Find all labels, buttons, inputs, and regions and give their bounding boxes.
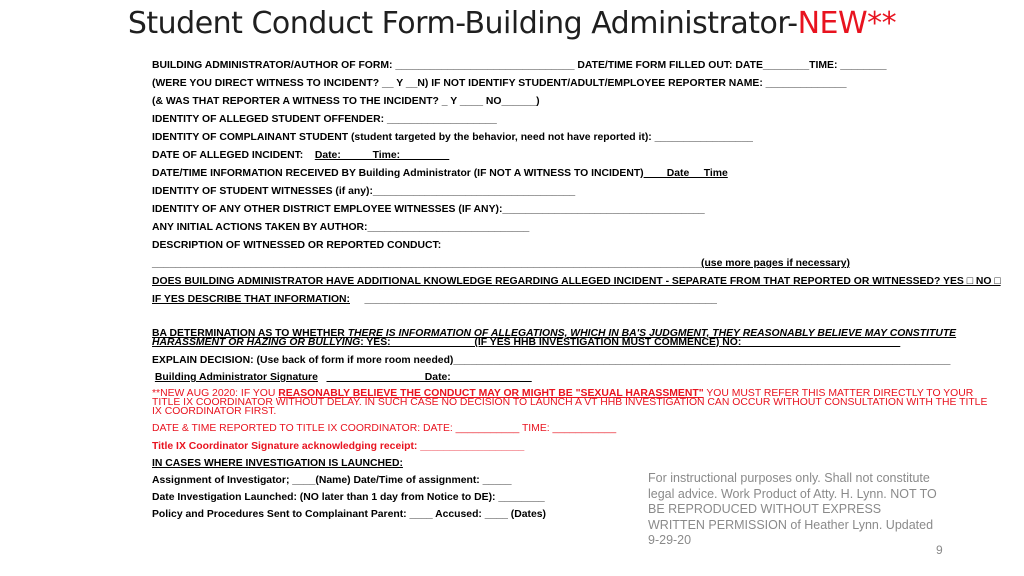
notice-intro: **NEW AUG 2020: IF YOU: [152, 388, 279, 399]
ba-determination-label: BA DETERMINATION AS TO WHETHER: [152, 328, 348, 339]
form-line-describe-info: [152, 294, 717, 305]
form-line-direct-witness: (WERE YOU DIRECT WITNESS TO INCIDENT? __ Y __N) IF NOT IDENTIFY STUDENT/ADULT/EMPLOYEE REPORTER NAME: ______________: [152, 78, 847, 89]
form-line-author: BUILDING ADMINISTRATOR/AUTHOR OF FORM: _______________________________ DATE/TIME FORM FILLED OUT: DATE________TIME: ________: [152, 60, 887, 71]
form-line-incident-date: [152, 150, 449, 161]
form-line-employee-witnesses: IDENTITY OF ANY OTHER DISTRICT EMPLOYEE WITNESSES (IF ANY):___________________________________: [152, 204, 705, 215]
form-line-alleged-offender: IDENTITY OF ALLEGED STUDENT OFFENDER: ___________________: [152, 114, 497, 125]
form-line-title-ix-signature: Title IX Coordinator Signature acknowledging receipt: __________________: [152, 441, 525, 452]
form-line-assignment: Assignment of Investigator; ____(Name) Date/Time of assignment: _____: [152, 475, 512, 486]
admin-signature-blank: _________________Date:______________: [326, 372, 532, 383]
form-line-policy-sent: Policy and Procedures Sent to Complainant Parent: ____ Accused: ____ (Dates): [152, 509, 547, 520]
form-line-admin-signature: [152, 372, 532, 383]
form-line-complainant: IDENTITY OF COMPLAINANT STUDENT (student targeted by the behavior, need not have reported it): _________________: [152, 132, 753, 143]
form-line-sexual-harassment-notice: [152, 389, 990, 416]
info-received-fields: ____Date__ Time: [643, 168, 728, 179]
title-new-highlight: NEW**: [797, 6, 897, 41]
describe-info-blank: _____________________________________________________________: [364, 294, 717, 305]
instructional-disclaimer: For instructional purposes only. Shall not constitute legal advice. Work Product of Atty. H. Lynn. NOT TO BE REPRODUCED WITHOUT EXPRESS WRITTEN PERMISSION of Heather Lynn. Updated 9-29-20: [648, 471, 937, 547]
incident-date-fields: Date:_____ Time: ________: [314, 150, 450, 161]
form-line-investigation-launched: IN CASES WHERE INVESTIGATION IS LAUNCHED:: [152, 458, 403, 469]
form-line-explain-decision: EXPLAIN DECISION: (Use back of form if more room needed)______________________________________________________________________________________: [152, 355, 951, 366]
ba-determination-criteria: THERE IS INFORMATION OF ALLEGATIONS, WHICH IN BA'S JUDGMENT, THEY REASONABLY BELIEVE MAY CONSTITUTE HARASSMENT OR HAZING OR BULLYING: [152, 328, 957, 348]
ba-determination-fields: : YES: ______________(IF YES HHB INVESTIGATION MUST COMMENCE) NO: ___________________________: [360, 337, 901, 348]
page-title: [0, 6, 1024, 41]
form-line-initial-actions: ANY INITIAL ACTIONS TAKEN BY AUTHOR:____________________________: [152, 222, 530, 233]
incident-date-label: DATE OF ALLEGED INCIDENT:: [152, 150, 304, 161]
form-line-date-launched: Date Investigation Launched: (NO later than 1 day from Notice to DE): ________: [152, 492, 545, 503]
form-line-ba-determination: [152, 329, 990, 347]
form-line-student-witnesses: IDENTITY OF STUDENT WITNESSES (if any):___________________________________: [152, 186, 576, 197]
title-main: Student Conduct Form-Building Administrator-: [127, 6, 798, 41]
form-line-additional-knowledge: DOES BUILDING ADMINISTRATOR HAVE ADDITIONAL KNOWLEDGE REGARDING ALLEGED INCIDENT - SEPARATE FROM THAT REPORTED OR WITNESSED? YES □ NO □: [152, 276, 1001, 287]
use-more-pages-note: (use more pages if necessary): [700, 258, 850, 269]
form-line-info-received: [152, 168, 728, 179]
page-number: 9: [936, 543, 943, 557]
notice-body: YOU MUST REFER THIS MATTER DIRECTLY TO YOUR TITLE IX COORDINATOR WITHOUT DELAY. IN SUCH CASE NO DECISION TO LAUNCH A VT HHB INVESTIGATION CAN OCCUR WITHOUT CONSULTATION WITH THE TITLE IX COORDINATOR FIRST.: [152, 388, 988, 417]
description-blank: _______________________________________________________________________________________________: [152, 258, 701, 269]
form-line-description-blank: [152, 258, 850, 269]
form-line-description: DESCRIPTION OF WITNESSED OR REPORTED CONDUCT:: [152, 240, 442, 251]
admin-signature-label: Building Administrator Signature: [154, 372, 318, 383]
form-line-title-ix-reported: DATE & TIME REPORTED TO TITLE IX COORDINATOR: DATE: ___________ TIME: ___________: [152, 423, 617, 434]
describe-info-label: IF YES DESCRIBE THAT INFORMATION:: [152, 294, 350, 305]
form-line-reporter-witness: (& WAS THAT REPORTER A WITNESS TO THE INCIDENT? _ Y ____ NO______): [152, 96, 540, 107]
notice-emphasis: REASONABLY BELIEVE THE CONDUCT MAY OR MIGHT BE "SEXUAL HARASSMENT": [278, 388, 704, 399]
info-received-label: DATE/TIME INFORMATION RECEIVED BY Building Administrator (IF NOT A WITNESS TO INCIDENT): [152, 168, 644, 179]
